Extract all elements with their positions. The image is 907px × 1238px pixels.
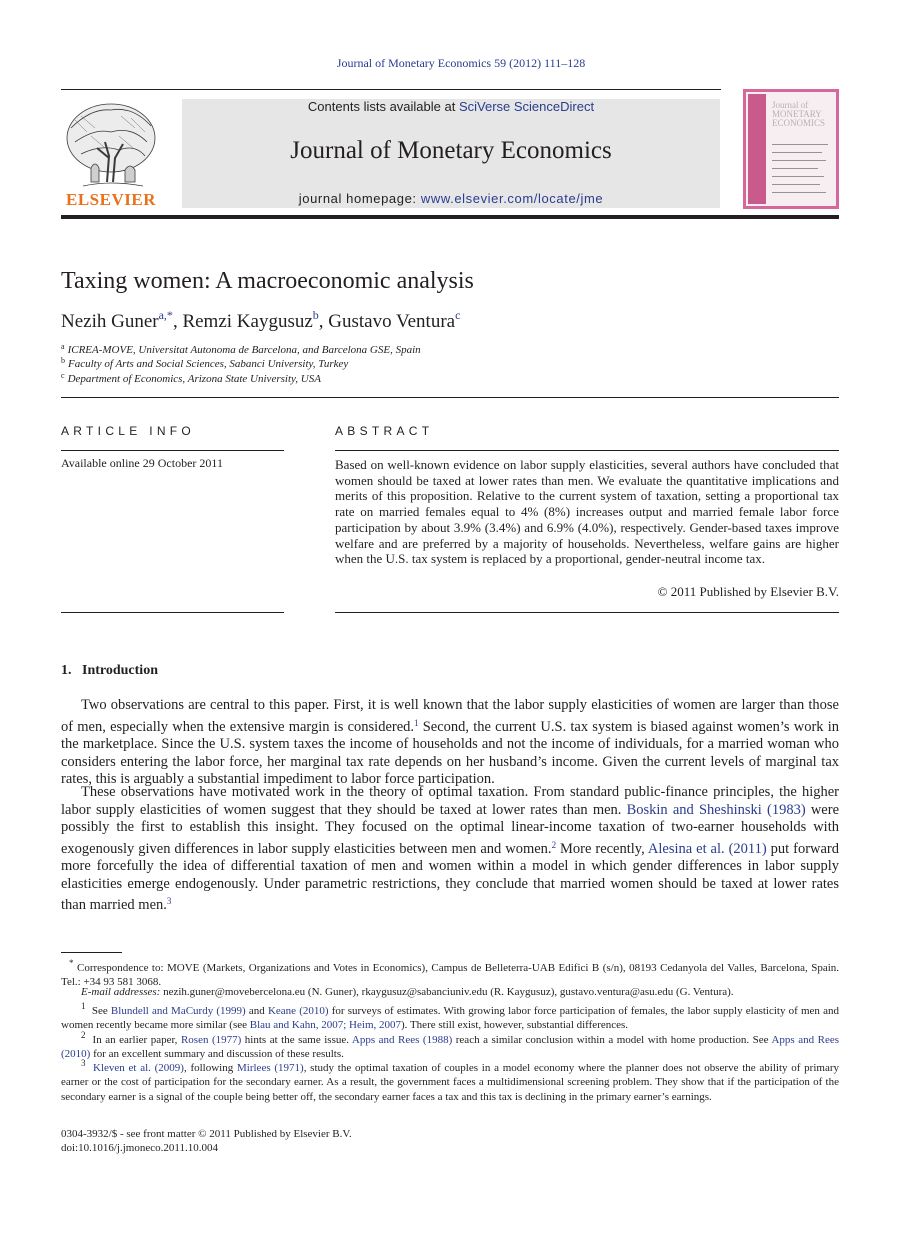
intro-paragraph-2 [61,784,839,915]
citation-link[interactable]: Kleven et al. (2009) [93,1062,184,1074]
copyright-line: © 2011 Published by Elsevier B.V. [657,584,839,599]
footnote-mark: * [69,958,74,968]
paragraph-text: Two observations are central to this paper. First, it is well known that the labor supply elasticities of women are larger than those of men, especially when the extensive margin is considered. [61,697,839,735]
contents-line [182,99,720,114]
journal-title: Journal of Monetary Economics [290,137,612,164]
journal-homepage-link[interactable]: www.elsevier.com/locate/jme [420,191,604,206]
affiliation-text: Faculty of Arts and Social Sciences, Sabanci University, Turkey [68,358,349,370]
abstract-text: Based on well-known evidence on labor supply elasticities, several authors have concluded that women should be taxed at lower rates than men. We evaluate the quantitative implications and merits of this proposition. Relative to the current system of taxation, setting a proportional tax rate on married females equal to 4% (8%) increases output and married female labor force participation by about 3.9% (3.4%) and 6.9% (4.0%), respectively. Gender-based taxes improve welfare and are preferred by a majority of households. Nevertheless, welfare gains are higher when the U.S. tax system is replaced by a proportional, gender-neutral income tax. [335,457,839,567]
article-info-rule [61,450,284,451]
footnote-text: and [245,1005,268,1017]
article-info-bottom-rule [61,612,284,613]
cover-contents-line [772,160,826,161]
affiliation-mark: c [61,371,65,380]
journal-reference[interactable]: Journal of Monetary Economics 59 (2012) 111–128 [336,56,586,70]
sciencedirect-link[interactable]: SciVerse ScienceDirect [458,99,595,114]
author-marks[interactable]: c [455,308,461,322]
citation-link[interactable]: Apps and Rees (2010) [61,1034,839,1061]
email-label: E-mail addresses: [81,986,161,998]
author-name[interactable]: Nezih Guner [61,311,159,332]
affiliation [61,342,421,356]
footnote-text: Correspondence to: MOVE (Markets, Organizations and Votes in Economics), Campus de Belleterra-UAB Edifici B (s/n), 08193 Cedanyola del Valles, Barcelona, Spain. Tel.: +34 93 581 3068. [61,962,840,989]
footnote-text: , study the optimal taxation of couples in a model economy where the planner does not observe the ability of primary earner or the cost of participation for the secondary earner. As a result, the government faces a multidimensional screening problem. They show that if the participation of the secondary earner is a signal of the couple being better off, the secondary earner faces a tax and this tax is declining in the primary earner’s earnings. [61,1062,840,1103]
homepage-prefix: journal homepage: [298,191,421,206]
available-online-date: Available online 29 October 2011 [61,456,223,470]
footnote-3 [61,1056,839,1104]
footnote-text: hints at the same issue. [241,1034,352,1046]
elsevier-wordmark[interactable]: ELSEVIER [66,190,156,209]
section-title: Introduction [82,663,158,678]
journal-cover-thumbnail[interactable] [743,89,839,209]
intro-paragraph-1 [61,697,839,789]
email-footnote [61,985,839,999]
citation-link[interactable]: Boskin and Sheshinski (1983) [626,801,806,818]
abstract-bottom-rule [335,612,839,613]
citation-link[interactable]: Blau and Kahn, 2007; Heim, 2007 [249,1019,401,1032]
cover-side-bar [748,94,766,204]
affiliation [61,371,321,385]
paragraph-text: were possibly the first to establish this insight. They focused on the optimal linear-income taxation of two-earner households with exogenously given differences in labor supply elasticities between men and women. [61,801,840,857]
footnote-rule [61,952,122,953]
paragraph-text: Second, the current U.S. tax system is biased against women’s work in the marketplace. Since the U.S. system taxes the income of households and not the income of individuals, for a married woman who considers entering the labor force, her marginal tax rate depends on her husband’s income. Given the current levels of marginal tax rates, this is arguably a substantial impediment to labor force participation. [61,718,839,787]
abstract-rule [335,450,839,451]
author-marks[interactable]: b [312,308,319,322]
cover-contents-line [772,176,824,177]
section-rule [61,397,839,398]
author-list: Nezih Guner$^{a,*}$, Remzi Kaygusuz$^b$, Gustavo Ventura$^c$ [61,308,461,332]
footnote-mark: 3 [81,1058,86,1068]
footnote-mark: 1 [81,1001,86,1011]
doi-line[interactable]: doi:10.1016/j.jmoneco.2011.10.004 [61,1142,218,1155]
paragraph-text: More recently, [556,840,648,857]
author-name[interactable]: Remzi Kaygusuz [182,311,313,332]
cover-contents-line [772,144,828,145]
cover-contents-line [772,168,818,169]
citation-link[interactable]: Alesina et al. (2011) [647,840,767,857]
cover-title: Journal of MONETARY ECONOMICS [772,100,826,128]
footnote-ref[interactable]: 2 [551,839,557,850]
affiliation [61,356,348,370]
footnote-text: for surveys of estimates. With growing labor force participation of females, the labor supply elasticity of men and women recently became more similar (see [61,1005,839,1032]
header-rule [61,89,721,90]
citation-link[interactable]: Keane (2010) [267,1005,329,1017]
cover-contents-line [772,184,820,185]
article-info-heading: ARTICLE INFO [61,424,196,438]
footnote-text: In an earlier paper, [92,1034,181,1046]
email-addresses[interactable]: nezih.guner@movebercelona.eu (N. Guner), rkaygusuz@sabanciuniv.edu (R. Kaygusuz), gustavo.ventura@asu.edu (G. Ventura). [160,986,734,998]
cover-contents-line [772,192,826,193]
affiliation-text: Department of Economics, Arizona State University, USA [67,373,321,385]
citation-link[interactable]: Blundell and MaCurdy (1999) [110,1005,246,1017]
masthead-rule [61,215,839,219]
footnote-mark: 2 [81,1030,86,1040]
footnote-text: , following [183,1062,237,1074]
introduction-heading [61,663,158,679]
citation-link[interactable]: Apps and Rees (1988) [351,1034,453,1046]
front-matter [61,1127,352,1156]
homepage-line [182,191,720,206]
cover-page [746,92,836,206]
footnote-text: ). There still exist, however, substantial differences. [401,1019,629,1032]
section-number: 1. [61,663,72,678]
affiliation-text: ICREA-MOVE, Universitat Autonoma de Barcelona, and Barcelona GSE, Spain [67,344,421,356]
citation-link[interactable]: Mirlees (1971) [237,1062,304,1074]
footnote-ref[interactable]: 3 [166,896,172,906]
paragraph-text: put forward more forcefully the idea of differential taxation of men and women within a model in which gender differences in labor supply elasticities emerge endogenously. Under parametric restrictions, they conclude that married women should be taxed at lower rates than married men. [61,840,840,913]
author-marks[interactable]: a,* [158,308,173,322]
affiliation-mark: b [61,356,65,365]
paragraph-text: These observations have motivated work in the theory of optimal taxation. From standard public-finance principles, the higher labor supply elasticities of women suggest that they should be taxed at lower rates than men. [61,784,839,818]
journal-masthead [182,99,720,208]
abstract-heading: ABSTRACT [335,424,434,438]
contents-prefix: Contents lists available at [307,99,459,114]
article-title: Taxing women: A macroeconomic analysis [61,268,474,294]
issn-line: 0304-3932/$ - see front matter © 2011 Published by Elsevier B.V. [61,1128,352,1140]
cover-contents-line [772,152,822,153]
footnote-text: for an excellent summary and discussion of these results. [90,1048,344,1061]
author-name[interactable]: Gustavo Ventura [328,311,456,332]
footnote-text: See [91,1005,111,1017]
affiliation-mark: a [61,342,65,351]
citation-link[interactable]: Rosen (1977) [180,1034,242,1046]
footnote-ref[interactable]: 1 [414,717,419,728]
footnote-text: reach a similar conclusion within a model with home production. See [452,1034,772,1046]
